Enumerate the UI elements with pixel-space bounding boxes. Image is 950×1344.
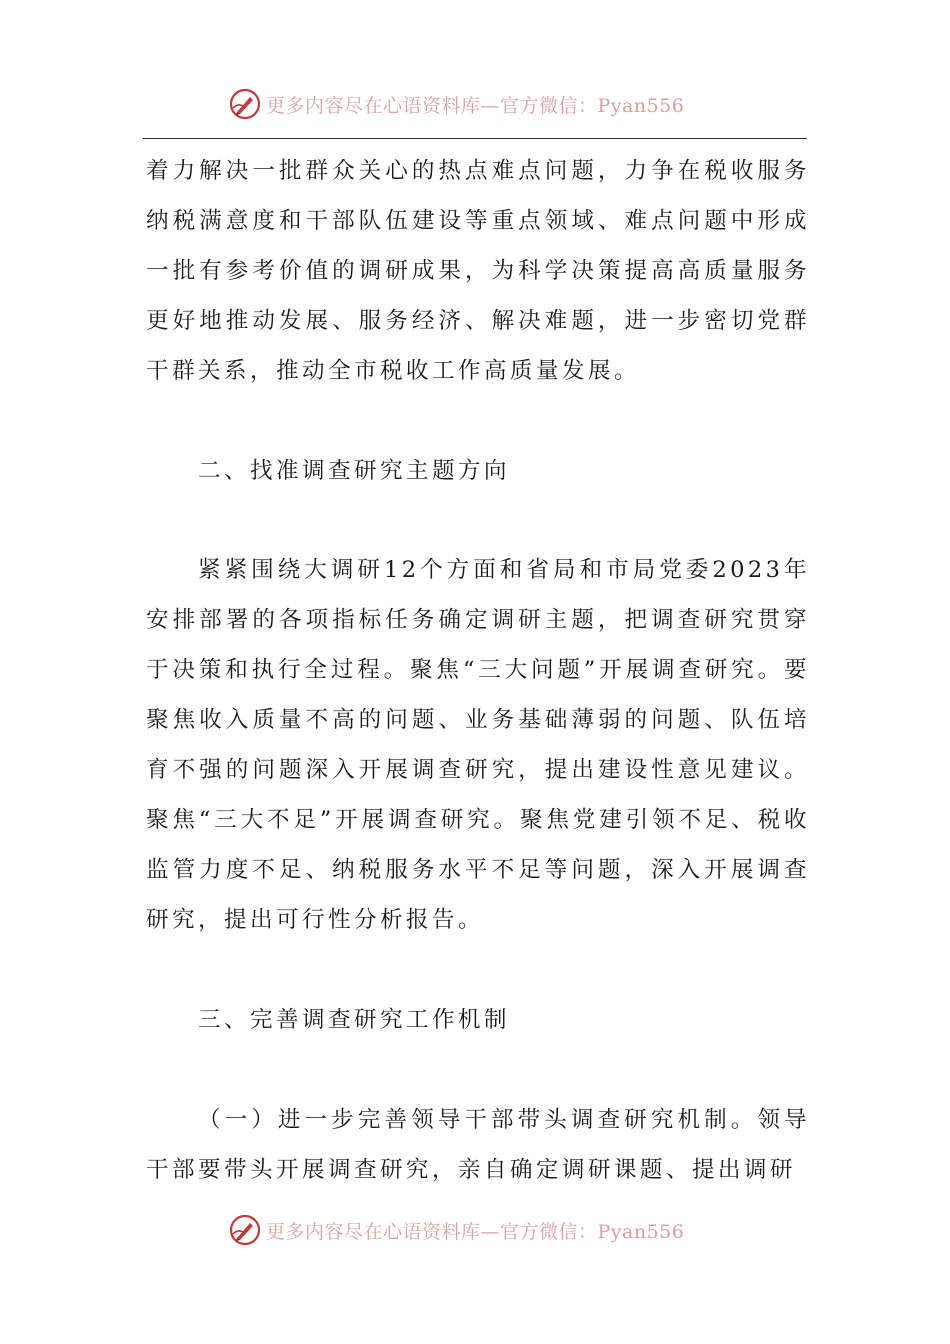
section-heading-2: 二、找准调查研究主题方向 (198, 457, 510, 484)
document-body (146, 147, 810, 1195)
header-watermark (228, 84, 728, 124)
paragraph-continuation: 着力解决一批群众关心的热点难点问题，力争在税收服务纳税满意度和干部队伍建设等重点领域、难点问题中形成一批有参考价值的调研成果，为科学决策提高高质量服务更好地推动发展、服务经济、解决难题，进一步密切党群干群关系，推动全市税收工作高质量发展。 (146, 158, 810, 384)
pen-logo-icon (228, 1213, 262, 1247)
header-rule (143, 138, 807, 139)
watermark-text: 更多内容尽在心语资料库—官方微信：Pyan556 (266, 94, 685, 117)
section-heading-3: 三、完善调查研究工作机制 (198, 1006, 510, 1033)
paragraph-leadership-mechanism: （一）进一步完善领导干部带头调查研究机制。领导干部要带头开展调查研究，亲自确定调研课题、提出调研 (146, 1106, 810, 1183)
paragraph-research-topics: 紧紧围绕大调研12个方面和省局和市局党委2023年安排部署的各项指标任务确定调研主题，把调查研究贯穿于决策和执行全过程。聚焦“三大问题”开展调查研究。要聚焦收入质量不高的问题、业务基础薄弱的问题、队伍培育不强的问题深入开展调查研究，提出建设性意见建议。聚焦“三大不足”开展调查研究。聚焦党建引领不足、税收监管力度不足、纳税服务水平不足等问题，深入开展调查研究，提出可行性分析报告。 (146, 557, 810, 933)
footer-watermark (228, 1210, 728, 1250)
watermark-text: 更多内容尽在心语资料库—官方微信：Pyan556 (266, 1220, 685, 1243)
pen-logo-icon (228, 87, 262, 121)
